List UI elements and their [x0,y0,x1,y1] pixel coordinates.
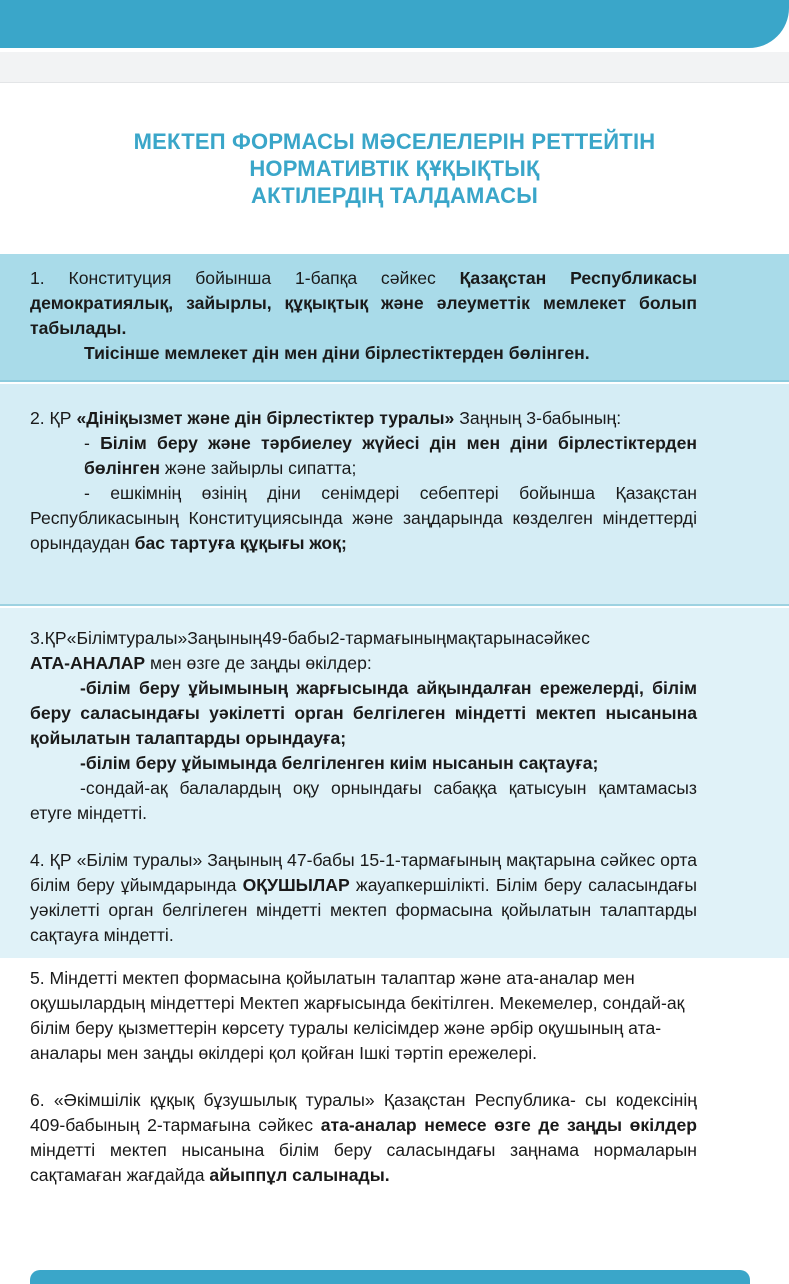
title-line-3: АКТІЛЕРДІҢ ТАЛДАМАСЫ [251,183,538,208]
item2-paragraph [30,406,697,431]
page-title [0,128,789,209]
item3-bullet-1: -білім беру ұйымының жарғысында айқындалған ережелерді, білім беру саласындағы уәкілетті орган белгілеген міндетті мектеп нысанына қойылатын талаптарды орындауға; [30,678,697,748]
item3-bullet-3: -сондай-ақ балалардың оқу орнындағы сабаққа қатысуын қамтамасыз етуге міндетті. [30,778,697,823]
item2-tail: Заңның 3-бабының: [454,408,622,428]
section-education-law [0,608,789,958]
item4-students: ОҚУШЫЛАР [242,875,350,895]
item2-p2-text: - ешкімнің өзінің діни сенімдері себептері бойынша Қазақстан Республикасының Конституциясында және заңдарында көзделген міндеттерді орындаудан [30,483,697,553]
item2-p1-prefix: - [84,433,101,453]
item4-tail: жауапкершілікті. Білім беру саласындағы уәкілетті орган белгілеген міндетті мектеп формасына қойылатын талаптарды сақтауға міндетті. [30,875,697,945]
item2-lead: 2. ҚР [30,408,77,428]
item1-secular-note [30,341,697,366]
item6-lead: 6. «Әкімшілік құқық бұзушылық туралы» Қазақстан Республика- сы кодексінің 409-бабының 2-тармағына сәйкес [30,1090,697,1135]
item3-bullet-2: -білім беру ұйымында белгіленген киім нысанын сақтауға; [80,753,599,773]
title-line-1: МЕКТЕП ФОРМАСЫ МӘСЕЛЕЛЕРІН РЕТТЕЙТІН [133,129,656,154]
item2-law-name: «Дініқызмет және дін бірлестіктер туралы» [76,408,455,428]
item2-p1-bold: Білім беру және тәрбиелеу жүйесі дін мен діни бірлестіктерден бөлінген [84,433,698,478]
item2-point-1 [30,431,697,481]
item6-bold-parents: ата-аналар немесе өзге де заңды өкілдер [320,1115,697,1135]
item1-bold-statement: Қазақстан Республикасы демократиялық, зайырлы, құқықтық және әлеуметтік мемлекет болып табылады. [30,268,697,338]
item3-lead: 3.ҚР«Білімтуралы»Заңының49-бабы2-тармағыныңмақтарынасәйкес [30,628,590,648]
item5-paragraph: 5. Міндетті мектеп формасына қойылатын талаптар және ата-аналар мен оқушылардың міндеттері Мектеп жарғысында бекітілген. Мекемелер, сондай-ақ білім беру қызметтерін көрсету туралы келісімдер және әрбір оқушының ата-аналары мен заңды өкілдері қол қойған Ішкі тәртіп ережелері. [30,968,685,1063]
item1-bold-separation: Тиісінше мемлекет дін мен діни бірлестіктерден бөлінген. [84,343,590,363]
item2-point-2 [30,481,697,556]
section-constitution [0,254,789,382]
bottom-footer-bar [30,1270,750,1284]
item1-lead: 1. Конституция бойынша 1-бапқа сәйкес [30,268,460,288]
item4-paragraph [30,848,697,948]
top-header-bar [0,0,789,48]
item3-paragraph [30,626,697,676]
title-line-2: НОРМАТИВТІК ҚҰҚЫҚТЫҚ [249,156,540,181]
item4-lead: 4. ҚР «Білім туралы» Заңының 47-бабы 15-1-тармағының мақтарына сәйкес орта білім беру ұйымдарында [30,850,697,895]
item6-mid: міндетті мектеп нысанына білім беру саласындағы заңнама нормаларын сақтамаған жағдайда [30,1140,697,1185]
item2-p2-bold: бас тартуға құқығы жоқ; [134,533,347,553]
item1-paragraph [30,266,697,341]
header-strip [0,52,789,83]
item2-p1-tail: және зайырлы сипатта; [160,458,357,478]
item6-bold-fine: айыппұл салынады. [209,1165,390,1185]
section-religion-law [0,384,789,606]
item6-paragraph [30,1088,697,1188]
item3-lead-tail: мен өзге де заңды өкілдер: [145,653,372,673]
item3-parents: АТА-АНАЛАР [30,653,146,673]
section-school-charter [0,958,789,1258]
